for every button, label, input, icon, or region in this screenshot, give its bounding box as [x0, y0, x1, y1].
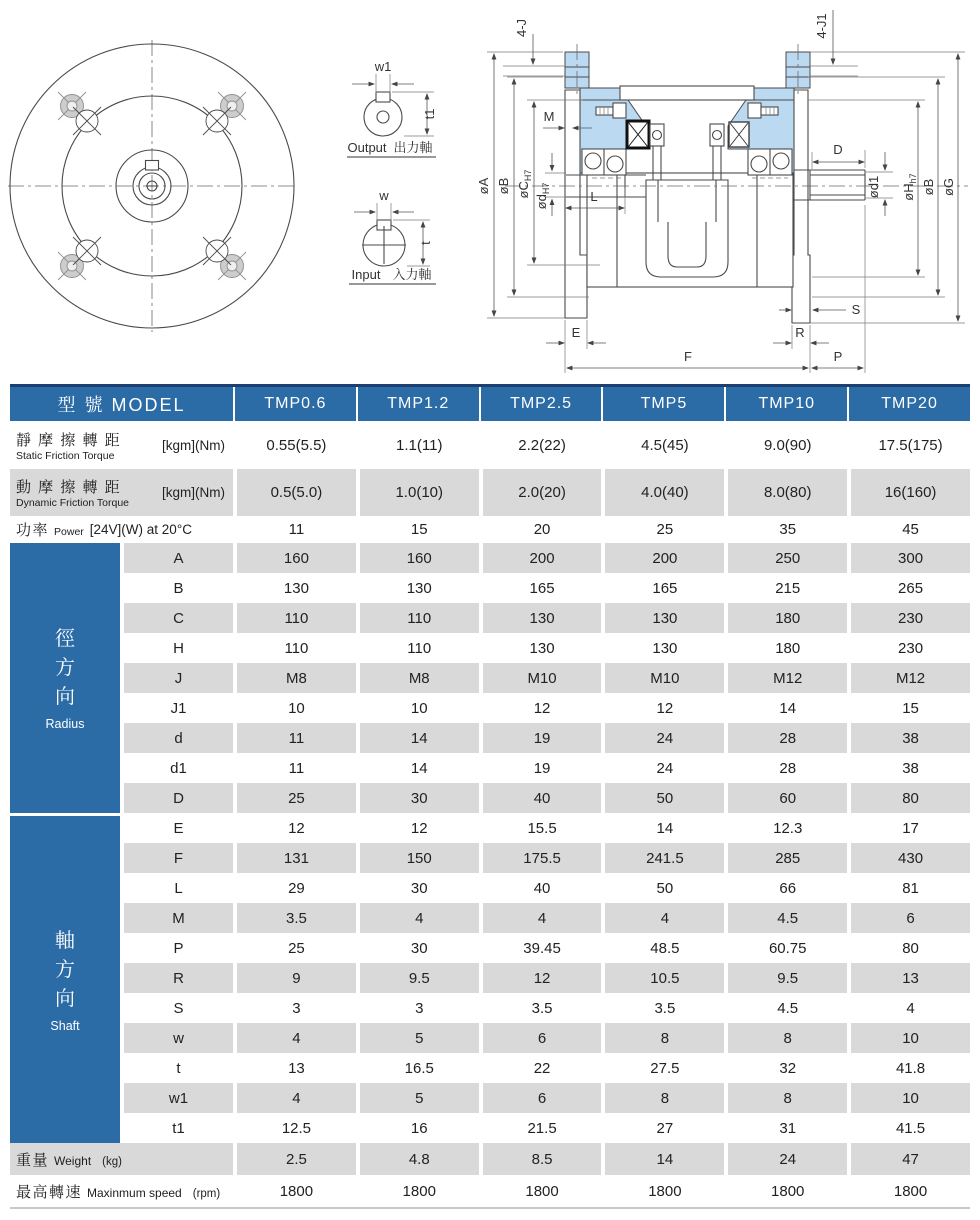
value-cell: 1.0(10) — [356, 469, 479, 516]
dim-label: E — [571, 325, 581, 340]
param-cell: D — [120, 783, 233, 813]
param-cell: H — [120, 633, 233, 663]
param-cell: E — [120, 813, 233, 843]
value-cell: 38 — [847, 753, 970, 783]
param-cell: L — [120, 873, 233, 903]
keyway — [376, 92, 390, 102]
table-row — [120, 1113, 970, 1143]
coil-right — [729, 122, 749, 147]
value-cell: 8 — [724, 1083, 847, 1113]
value-cell: 2.2(22) — [479, 421, 602, 469]
dim-label: øB — [921, 178, 936, 196]
value-cell: 50 — [601, 783, 724, 813]
table-row — [120, 1083, 970, 1113]
sidebar-char: 方 — [55, 657, 75, 679]
value-cell: 4.5 — [724, 993, 847, 1023]
value-cell: 47 — [847, 1143, 970, 1175]
value-cell: 110 — [356, 633, 479, 663]
footer-rows — [10, 1143, 970, 1207]
value-cell: 250 — [724, 543, 847, 573]
value-cell: 1800 — [724, 1175, 847, 1207]
value-cell: 15.5 — [479, 813, 602, 843]
bearings — [582, 149, 792, 175]
table-row — [120, 753, 970, 783]
value-cell: 32 — [724, 1053, 847, 1083]
coil-left — [627, 121, 649, 148]
row-label-zh: 功率 — [16, 522, 50, 539]
value-cell: 24 — [601, 723, 724, 753]
row-unit: (kg) — [102, 1155, 122, 1168]
dim-label: F — [684, 349, 692, 364]
sidebar-char: 向 — [55, 686, 75, 708]
value-cell: 285 — [724, 843, 847, 873]
value-cell: 150 — [356, 843, 479, 873]
value-cell: 60 — [724, 783, 847, 813]
value-cell: 1800 — [233, 1175, 356, 1207]
value-cell: 1800 — [601, 1175, 724, 1207]
value-cell: 3.5 — [601, 993, 724, 1023]
spec-table — [10, 384, 970, 1209]
value-cell: 110 — [233, 603, 356, 633]
dim-label: R — [795, 325, 805, 340]
value-cell: 14 — [724, 693, 847, 723]
param-cell: C — [120, 603, 233, 633]
value-cell: 66 — [724, 873, 847, 903]
front-view — [8, 40, 298, 332]
value-cell: 4.5(45) — [601, 421, 724, 469]
table-row — [120, 993, 970, 1023]
value-cell: 230 — [847, 603, 970, 633]
value-cell: 175.5 — [479, 843, 602, 873]
value-cell: 81 — [847, 873, 970, 903]
dim-label: t1 — [422, 108, 437, 120]
value-cell: 20 — [479, 516, 602, 543]
value-cell: 0.55(5.5) — [233, 421, 356, 469]
table-row — [120, 933, 970, 963]
value-cell: 3.5 — [233, 903, 356, 933]
dim-label: øB — [496, 177, 511, 195]
value-cell: 80 — [847, 933, 970, 963]
row-label — [10, 469, 233, 516]
table-row — [120, 903, 970, 933]
value-cell: 241.5 — [601, 843, 724, 873]
row-unit: (rpm) — [192, 1187, 221, 1200]
value-cell: 1800 — [847, 1175, 970, 1207]
value-cell: 1800 — [479, 1175, 602, 1207]
value-cell: 0.5(5.0) — [233, 469, 356, 516]
value-cell: 430 — [847, 843, 970, 873]
dim-label: Output — [347, 140, 387, 155]
value-cell: M12 — [724, 663, 847, 693]
sidebar-char: 徑 — [55, 628, 75, 650]
dimension-section — [10, 813, 970, 1143]
value-cell: 8 — [601, 1083, 724, 1113]
value-cell: 45 — [847, 516, 970, 543]
value-cell: 160 — [233, 543, 356, 573]
value-cell: 110 — [356, 603, 479, 633]
value-cell: 6 — [479, 1083, 602, 1113]
value-cell: 12 — [479, 693, 602, 723]
value-cell: 180 — [724, 633, 847, 663]
dim-label: M — [543, 109, 555, 124]
param-cell: M — [120, 903, 233, 933]
value-cell: 130 — [601, 603, 724, 633]
value-cell: 40 — [479, 873, 602, 903]
table-row — [120, 963, 970, 993]
value-cell: 17.5(175) — [847, 421, 970, 469]
value-cell: 13 — [233, 1053, 356, 1083]
table-row — [120, 813, 970, 843]
value-cell: 38 — [847, 723, 970, 753]
value-cell: 25 — [233, 783, 356, 813]
value-cell: 131 — [233, 843, 356, 873]
table-row — [120, 783, 970, 813]
param-cell: B — [120, 573, 233, 603]
value-cell: 24 — [724, 1143, 847, 1175]
dim-label: $øC_{H7}$ — [516, 169, 533, 199]
model-column-header: TMP0.6 — [233, 387, 356, 421]
value-cell: 25 — [233, 933, 356, 963]
value-cell: 39.45 — [479, 933, 602, 963]
value-cell: 165 — [479, 573, 602, 603]
value-cell: 28 — [724, 723, 847, 753]
dim-label: 入力軸 — [392, 267, 432, 282]
value-cell: 160 — [356, 543, 479, 573]
value-cell: 4.0(40) — [601, 469, 724, 516]
value-cell: 12 — [601, 693, 724, 723]
value-cell: 12 — [233, 813, 356, 843]
value-cell: 14 — [356, 753, 479, 783]
row-label — [10, 1175, 233, 1207]
dim-label: øA — [476, 177, 491, 195]
dim-label: $ød_{H7}$ — [534, 182, 551, 210]
value-cell: 22 — [479, 1053, 602, 1083]
value-cell: 10 — [233, 693, 356, 723]
value-cell: 300 — [847, 543, 970, 573]
value-cell: 2.0(20) — [479, 469, 602, 516]
table-row — [120, 873, 970, 903]
dim-label: w1 — [374, 59, 392, 74]
value-cell: 9.0(90) — [724, 421, 847, 469]
dim-label: Input — [351, 267, 381, 282]
value-cell: 11 — [233, 753, 356, 783]
value-cell: 8.5 — [479, 1143, 602, 1175]
table-row — [120, 543, 970, 573]
value-cell: 2.5 — [233, 1143, 356, 1175]
value-cell: 30 — [356, 873, 479, 903]
value-cell: 80 — [847, 783, 970, 813]
dim-label: 4-J — [514, 18, 529, 38]
rotor — [650, 124, 724, 181]
footer-row — [10, 1143, 970, 1175]
table-row — [120, 633, 970, 663]
value-cell: 13 — [847, 963, 970, 993]
param-cell: F — [120, 843, 233, 873]
value-cell: 15 — [356, 516, 479, 543]
param-cell: w1 — [120, 1083, 233, 1113]
value-cell: 17 — [847, 813, 970, 843]
value-cell: 6 — [479, 1023, 602, 1053]
param-cell: R — [120, 963, 233, 993]
row-unit: [kgm](Nm) — [162, 437, 225, 453]
value-cell: 200 — [601, 543, 724, 573]
value-cell: 27 — [601, 1113, 724, 1143]
spec-row — [10, 421, 970, 469]
footer-row — [10, 1175, 970, 1207]
value-cell: 265 — [847, 573, 970, 603]
value-cell: 4 — [233, 1083, 356, 1113]
table-row — [120, 1053, 970, 1083]
row-label-en: Power — [54, 526, 84, 538]
value-cell: 215 — [724, 573, 847, 603]
value-cell: 12 — [479, 963, 602, 993]
value-cell: 10.5 — [601, 963, 724, 993]
value-cell: 14 — [356, 723, 479, 753]
param-cell: t — [120, 1053, 233, 1083]
dimension-sections — [10, 543, 970, 1143]
value-cell: 19 — [479, 753, 602, 783]
value-cell: 19 — [479, 723, 602, 753]
dim-label: L — [590, 189, 598, 204]
engineering-drawing — [0, 0, 980, 382]
value-cell: 10 — [356, 693, 479, 723]
value-cell: 9 — [233, 963, 356, 993]
value-cell: 10 — [847, 1083, 970, 1113]
dim-label: 出力軸 — [393, 140, 433, 155]
section-sidebar — [10, 813, 120, 1143]
param-cell: t1 — [120, 1113, 233, 1143]
dim-label: S — [851, 302, 861, 317]
param-cell: J1 — [120, 693, 233, 723]
value-cell: 31 — [724, 1113, 847, 1143]
table-row — [120, 663, 970, 693]
value-cell: 28 — [724, 753, 847, 783]
value-cell: 16.5 — [356, 1053, 479, 1083]
row-label-en: Dynamic Friction Torque — [16, 497, 130, 509]
value-cell: 15 — [847, 693, 970, 723]
model-column-header: TMP5 — [601, 387, 724, 421]
value-cell: 4 — [601, 903, 724, 933]
value-cell: 130 — [233, 573, 356, 603]
spec-row — [10, 516, 970, 543]
value-cell: 9.5 — [356, 963, 479, 993]
table-header-row — [10, 384, 970, 421]
value-cell: 4 — [479, 903, 602, 933]
model-column-header: TMP20 — [847, 387, 970, 421]
row-label-zh: 最高轉速 — [16, 1183, 83, 1201]
value-cell: 27.5 — [601, 1053, 724, 1083]
table-row — [120, 843, 970, 873]
value-cell: 60.75 — [724, 933, 847, 963]
section-sidebar — [10, 543, 120, 813]
row-label-en: Maxinmum speed — [87, 1185, 182, 1200]
value-cell: 230 — [847, 633, 970, 663]
value-cell: 41.8 — [847, 1053, 970, 1083]
value-cell: 14 — [601, 813, 724, 843]
keyway — [146, 161, 159, 171]
row-unit: [kgm](Nm) — [162, 485, 225, 500]
sidebar-label-en: Shaft — [50, 1018, 80, 1033]
value-cell: 8 — [601, 1023, 724, 1053]
param-cell: S — [120, 993, 233, 1023]
row-label — [10, 421, 233, 469]
value-cell: 4 — [233, 1023, 356, 1053]
value-cell: 21.5 — [479, 1113, 602, 1143]
cross-section-view — [487, 10, 968, 373]
sidebar-char: 軸 — [55, 929, 75, 952]
table-row — [120, 723, 970, 753]
table-row — [120, 603, 970, 633]
dim-label: D — [833, 142, 843, 157]
table-row — [120, 573, 970, 603]
value-cell: 35 — [724, 516, 847, 543]
row-label-en: Weight — [54, 1153, 92, 1168]
value-cell: 24 — [601, 753, 724, 783]
value-cell: 4.8 — [356, 1143, 479, 1175]
value-cell: M8 — [356, 663, 479, 693]
sidebar-char: 方 — [55, 958, 75, 981]
value-cell: 30 — [356, 933, 479, 963]
spec-row — [10, 469, 970, 516]
dim-label: t — [418, 241, 433, 245]
value-cell: 130 — [356, 573, 479, 603]
sidebar-label-en: Radius — [45, 717, 85, 731]
dim-label: w — [379, 188, 389, 203]
value-cell: 9.5 — [724, 963, 847, 993]
value-cell: 180 — [724, 603, 847, 633]
value-cell: 12 — [356, 813, 479, 843]
value-cell: 1.1(11) — [356, 421, 479, 469]
value-cell: 8.0(80) — [724, 469, 847, 516]
value-cell: 14 — [601, 1143, 724, 1175]
value-cell: 41.5 — [847, 1113, 970, 1143]
model-header-label: 型 號 MODEL — [57, 395, 186, 415]
value-cell: 130 — [479, 633, 602, 663]
value-cell: 11 — [233, 723, 356, 753]
value-cell: 5 — [356, 1023, 479, 1053]
value-cell: 130 — [601, 633, 724, 663]
param-cell: J — [120, 663, 233, 693]
value-cell: 6 — [847, 903, 970, 933]
value-cell: M10 — [479, 663, 602, 693]
dimension-section — [10, 543, 970, 813]
row-label — [10, 1143, 233, 1175]
value-cell: 12.5 — [233, 1113, 356, 1143]
value-cell: 4.5 — [724, 903, 847, 933]
dim-label: P — [833, 349, 843, 364]
param-cell: A — [120, 543, 233, 573]
param-cell: d — [120, 723, 233, 753]
row-label-zh: 重量 — [16, 1151, 50, 1169]
value-cell: 130 — [479, 603, 602, 633]
value-cell: 30 — [356, 783, 479, 813]
value-cell: 50 — [601, 873, 724, 903]
value-cell: 11 — [233, 516, 356, 543]
value-cell: 16(160) — [847, 469, 970, 516]
value-cell: 16 — [356, 1113, 479, 1143]
value-cell: 4 — [356, 903, 479, 933]
model-column-header: TMP10 — [724, 387, 847, 421]
param-cell: d1 — [120, 753, 233, 783]
value-cell: 3 — [356, 993, 479, 1023]
value-cell: 29 — [233, 873, 356, 903]
value-cell: 10 — [847, 1023, 970, 1053]
row-unit: [24V](W) at 20°C — [89, 522, 192, 537]
table-row — [120, 693, 970, 723]
value-cell: 48.5 — [601, 933, 724, 963]
dim-label: øG — [941, 177, 956, 197]
value-cell: 12.3 — [724, 813, 847, 843]
spec-rows — [10, 421, 970, 543]
value-cell: 5 — [356, 1083, 479, 1113]
param-cell: P — [120, 933, 233, 963]
row-label-zh: 動 摩 擦 轉 距 — [16, 479, 122, 496]
row-label-zh: 靜 摩 擦 轉 距 — [16, 431, 122, 449]
value-cell: M10 — [601, 663, 724, 693]
param-cell: w — [120, 1023, 233, 1053]
row-label — [10, 516, 233, 543]
value-cell: 3.5 — [479, 993, 602, 1023]
sidebar-char: 向 — [55, 987, 75, 1010]
model-column-header: TMP1.2 — [356, 387, 479, 421]
value-cell: 200 — [479, 543, 602, 573]
row-label-en: Static Friction Torque — [16, 449, 115, 462]
value-cell: 3 — [233, 993, 356, 1023]
value-cell: 25 — [601, 516, 724, 543]
value-cell: 1800 — [356, 1175, 479, 1207]
value-cell: 4 — [847, 993, 970, 1023]
dim-label: $øH_{h7}$ — [901, 173, 918, 201]
dim-label: ød1 — [866, 175, 881, 199]
table-row — [120, 1023, 970, 1053]
dim-label: 4-J1 — [814, 13, 829, 39]
value-cell: 110 — [233, 633, 356, 663]
value-cell: M12 — [847, 663, 970, 693]
value-cell: 8 — [724, 1023, 847, 1053]
value-cell: 40 — [479, 783, 602, 813]
output-flange-plate — [792, 90, 810, 323]
value-cell: M8 — [233, 663, 356, 693]
value-cell: 165 — [601, 573, 724, 603]
model-column-header: TMP2.5 — [479, 387, 602, 421]
